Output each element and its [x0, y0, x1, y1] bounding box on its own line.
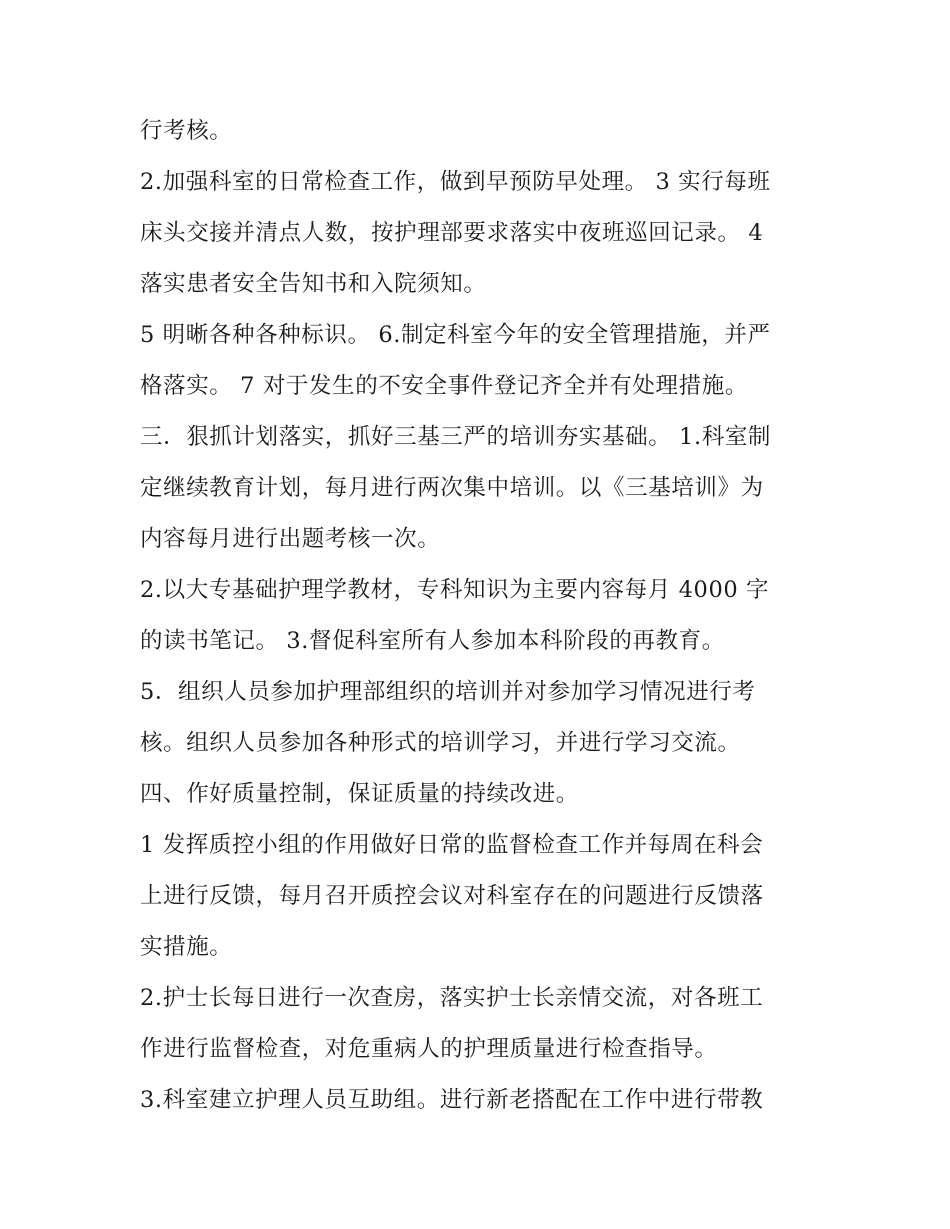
- text-line: 三．狠抓计划落实，抓好三基三严的培训夯实基础。 1.科室制: [140, 424, 772, 450]
- text-line: 作进行监督检查，对危重病人的护理质量进行检查指导。: [140, 1036, 718, 1062]
- text-line: 内容每月进行出题考核一次。: [140, 526, 441, 552]
- text-line: 5．组织人员参加护理部组织的培训并对参加学习情况进行考: [140, 679, 756, 705]
- text-line: 5 明晰各种各种标识。 6.制定科室今年的安全管理措施，并严: [140, 322, 771, 348]
- text-line: 的读书笔记。 3.督促科室所有人参加本科阶段的再教育。: [140, 628, 725, 654]
- text-line: 格落实。 7 对于发生的不安全事件登记齐全并有处理措施。: [140, 373, 748, 399]
- text-line: 落实患者安全告知书和入院须知。: [140, 271, 487, 297]
- text-line: 行考核。: [140, 118, 233, 144]
- text-line: 四、作好质量控制，保证质量的持续改进。: [140, 781, 579, 807]
- text-line: 上进行反馈，每月召开质控会议对科室存在的问题进行反馈落: [140, 883, 764, 909]
- text-line: 床头交接并清点人数，按护理部要求落实中夜班巡回记录。 4: [140, 220, 764, 246]
- text-line: 定继续教育计划，每月进行两次集中培训。以《三基培训》为: [140, 475, 764, 501]
- text-line: 3.科室建立护理人员互助组。进行新老搭配在工作中进行带教: [140, 1087, 764, 1113]
- text-line: 2.加强科室的日常检查工作，做到早预防早处理。 3 实行每班: [140, 169, 771, 195]
- text-line: 2.护士长每日进行一次查房，落实护士长亲情交流，对各班工: [140, 985, 764, 1011]
- text-line: 1 发挥质控小组的作用做好日常的监督检查工作并每周在科会: [140, 832, 764, 858]
- document-body: [140, 106, 815, 1126]
- text-line: 核。组织人员参加各种形式的培训学习，并进行学习交流。: [140, 730, 741, 756]
- text-line: 实措施。: [140, 934, 233, 960]
- text-line: 2.以大专基础护理学教材，专科知识为主要内容每月 4000 字: [140, 577, 770, 603]
